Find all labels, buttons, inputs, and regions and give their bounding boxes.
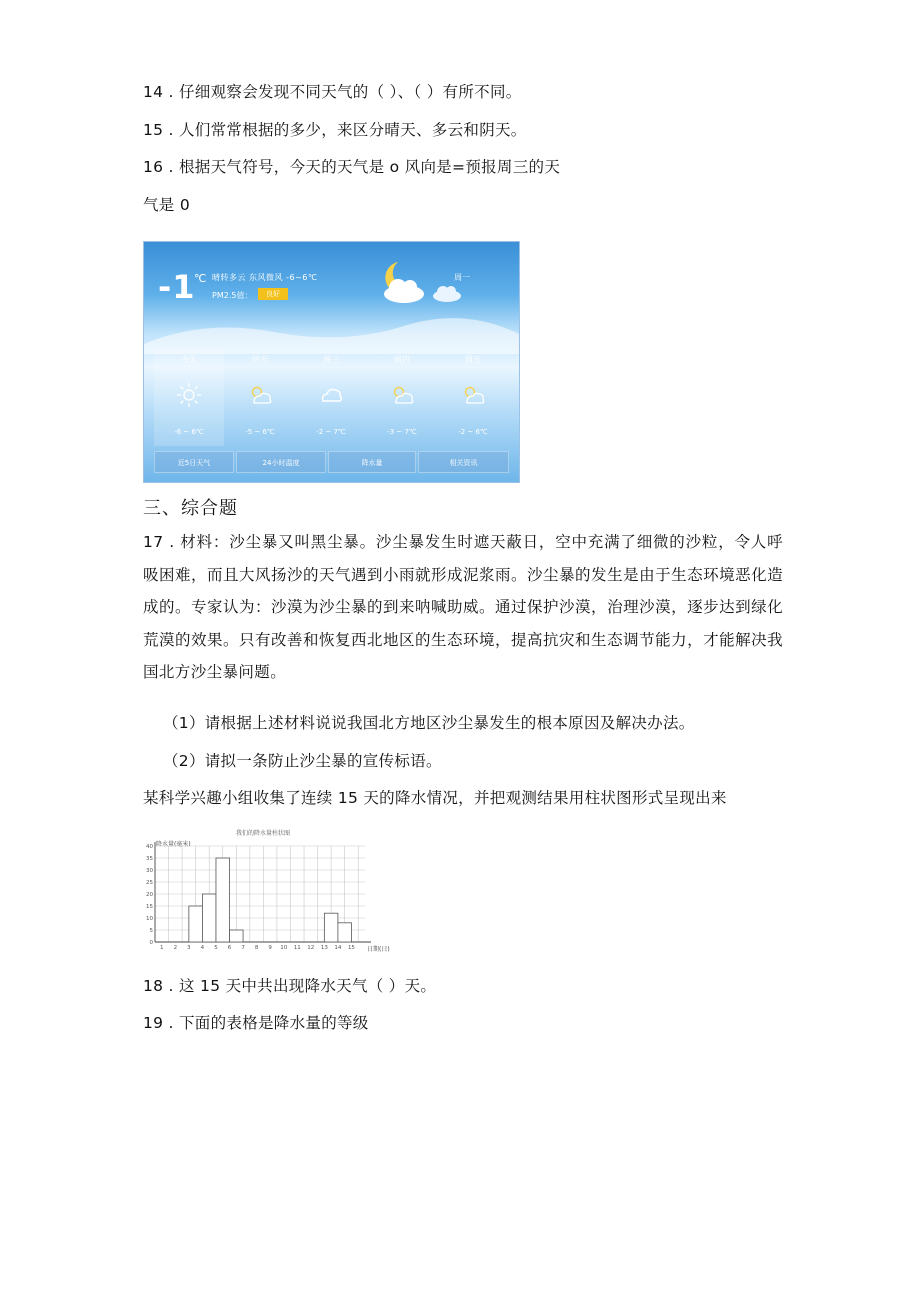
- x-tick-label: 3: [187, 945, 191, 951]
- bar-day-14: [338, 923, 352, 942]
- forecast-day: [438, 350, 508, 446]
- forecast-day: [367, 350, 437, 446]
- small-cloud-icon: [430, 282, 464, 304]
- y-tick-label: 0: [149, 940, 153, 946]
- next-day-label: 周一: [454, 273, 470, 282]
- temperature-unit: ℃: [194, 272, 207, 285]
- y-tick-label: 40: [146, 844, 153, 850]
- x-tick-label: 14: [334, 945, 342, 951]
- question-16-line2: 气是 0: [143, 196, 190, 214]
- partly-cloudy-icon: [460, 382, 486, 408]
- current-temperature: -1: [158, 268, 196, 306]
- precipitation-bar-chart: [143, 826, 390, 954]
- pm25-badge: 良好: [258, 288, 288, 300]
- moon-cloud-icon: [376, 258, 431, 306]
- day-range: -2 ~ 7℃: [316, 428, 346, 436]
- y-tick-label: 10: [146, 916, 153, 922]
- day-range: -5 ~ 6℃: [245, 428, 275, 436]
- x-tick-label: 15: [347, 945, 355, 951]
- day-name: 今天: [181, 355, 197, 364]
- question-16-line1: 16 . 根据天气符号，今天的天气是 o 风向是=预报周三的天: [143, 158, 561, 176]
- day-range: -2 ~ 6℃: [458, 428, 488, 436]
- question-15: 15 . 人们常常根据的多少，来区分晴天、多云和阴天。: [143, 121, 527, 139]
- cloud-icon: [318, 382, 344, 408]
- weather-condition: 晴转多云 东风微风 -6~6℃: [212, 273, 318, 282]
- sun-icon: [176, 382, 202, 408]
- x-tick-label: 7: [241, 945, 245, 951]
- bar-day-4: [202, 894, 216, 942]
- forecast-day: [154, 350, 224, 446]
- section-title: 三、综合题: [143, 498, 238, 519]
- x-tick-label: 4: [200, 945, 205, 951]
- partly-cloudy-icon: [247, 382, 273, 408]
- y-tick-label: 35: [146, 856, 153, 862]
- y-tick-label: 20: [146, 892, 153, 898]
- x-tick-label: 1: [160, 945, 164, 951]
- day-name: 明天: [252, 355, 268, 364]
- x-tick-label: 10: [280, 945, 288, 951]
- tab-5day[interactable]: 近5日天气: [154, 451, 234, 473]
- x-tick-label: 2: [173, 945, 178, 951]
- y-tick-label: 15: [146, 904, 153, 910]
- weather-widget: [143, 241, 520, 483]
- x-tick-label: 8: [254, 945, 259, 951]
- tab-precipitation[interactable]: 降水量: [328, 451, 416, 473]
- bar-day-5: [216, 858, 230, 942]
- chart-xlabel: 日期(日): [367, 946, 390, 953]
- question-19: 19 . 下面的表格是降水量的等级: [143, 1014, 369, 1032]
- day-range: -6 ~ 6℃: [174, 428, 204, 436]
- forecast-days: [154, 350, 509, 446]
- forecast-day: [296, 350, 366, 446]
- forecast-day: [225, 350, 295, 446]
- x-tick-label: 11: [293, 945, 301, 951]
- x-tick-label: 6: [227, 945, 232, 951]
- y-tick-label: 30: [146, 868, 153, 874]
- pm25-label: PM2.5值：: [212, 291, 253, 300]
- widget-tabs: [154, 451, 509, 473]
- hills-decoration: [144, 314, 519, 354]
- question-18: 18 . 这 15 天中共出现降水天气（ ）天。: [143, 977, 437, 995]
- day-name: 周四: [394, 355, 410, 364]
- chart-ylabel: 降水量(毫米): [156, 841, 191, 848]
- chart-intro: 某科学兴趣小组收集了连续 15 天的降水情况，并把观测结果用柱状图形式呈现出来: [143, 789, 727, 807]
- chart-title: 我们的降水量柱状图: [235, 830, 291, 837]
- x-tick-label: 12: [307, 945, 315, 951]
- question-14: 14 . 仔细观察会发现不同天气的（ ）、（ ）有所不同。: [143, 83, 522, 101]
- day-range: -3 ~ 7℃: [387, 428, 417, 436]
- day-name: 周五: [465, 355, 481, 364]
- x-tick-label: 5: [214, 945, 218, 951]
- y-tick-label: 25: [146, 880, 153, 886]
- question-17-sub2: （2）请拟一条防止沙尘暴的宣传标语。: [163, 752, 442, 770]
- partly-cloudy-icon: [389, 382, 415, 408]
- question-17-sub1: （1）请根据上述材料说说我国北方地区沙尘暴发生的根本原因及解决办法。: [163, 714, 695, 732]
- tab-news[interactable]: 相关资讯: [418, 451, 509, 473]
- day-name: 周三: [323, 355, 339, 364]
- x-tick-label: 9: [268, 945, 272, 951]
- question-17-material: 17 . 材料：沙尘暴又叫黑尘暴。沙尘暴发生时遮天蔽日，空中充满了细微的沙粒，令人呼吸困难，而且大风扬沙的天气遇到小雨就形成泥浆雨。沙尘暴的发生是由于生态环境恶化造成的。专家认为：沙漠为沙尘暴的到来呐喊助威。通过保护沙漠，治理沙漠，逐步达到绿化荒漠的效果。只有改善和恢复西北地区的生态环境，提高抗灾和生态调节能力，才能解决我国北方沙尘暴问题。: [143, 533, 783, 681]
- bar-day-6: [230, 930, 244, 942]
- bar-day-13: [324, 913, 338, 942]
- x-tick-label: 13: [320, 945, 328, 951]
- bar-day-3: [189, 906, 203, 942]
- y-tick-label: 5: [149, 928, 153, 934]
- tab-24h[interactable]: 24小时温度: [236, 451, 326, 473]
